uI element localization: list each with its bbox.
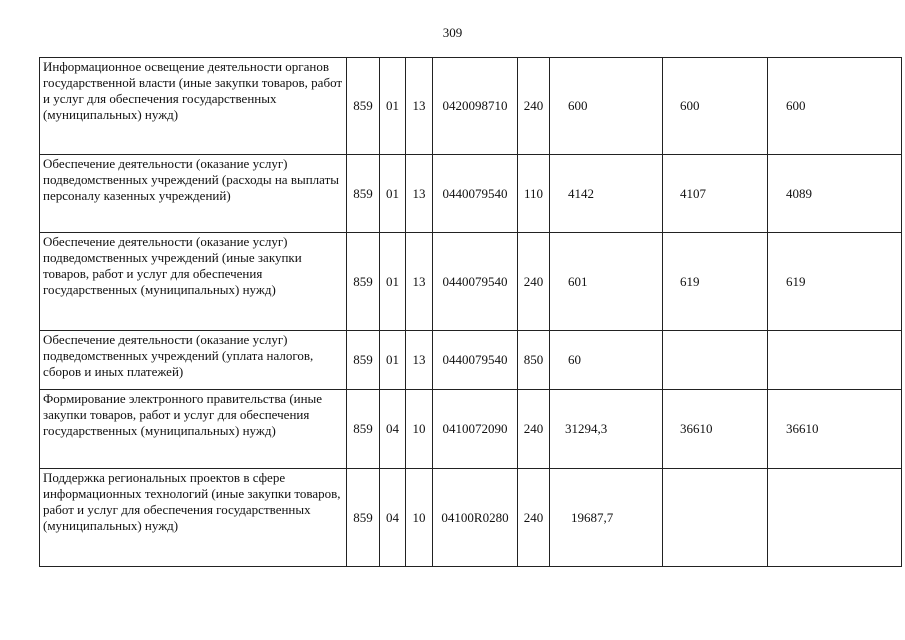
amount-year-2: 619 [663,233,768,331]
subsection-code: 13 [406,58,433,155]
ministry-code: 859 [347,469,380,567]
row-description: Обеспечение деятельности (оказание услуг) подведомственных учреждений (уплата налогов, сборов и иных платежей) [40,331,347,390]
amount-year-2: 4107 [663,155,768,233]
expense-type-code: 240 [518,58,550,155]
ministry-code: 859 [347,390,380,469]
amount-year-1: 601 [550,233,663,331]
amount-year-2 [663,469,768,567]
subsection-code: 13 [406,233,433,331]
amount-year-3: 619 [768,233,902,331]
expense-type-code: 110 [518,155,550,233]
ministry-code: 859 [347,233,380,331]
section-code: 01 [380,233,406,331]
amount-year-3: 36610 [768,390,902,469]
row-description: Информационное освещение деятельности органов государственной власти (иные закупки товаров, работ и услуг для обеспечения государственных (муниципальных) нужд) [40,58,347,155]
amount-year-3 [768,331,902,390]
section-code: 01 [380,331,406,390]
subsection-code: 13 [406,331,433,390]
target-article-code: 0440079540 [433,155,518,233]
target-article-code: 04100R0280 [433,469,518,567]
section-code: 04 [380,390,406,469]
table-row [40,469,902,567]
target-article-code: 0440079540 [433,331,518,390]
table-row [40,155,902,233]
row-description: Формирование электронного правительства (иные закупки товаров, работ и услуг для обеспечения государственных (муниципальных) нужд) [40,390,347,469]
row-description: Обеспечение деятельности (оказание услуг) подведомственных учреждений (иные закупки товаров, работ и услуг для обеспечения государственных (муниципальных) нужд) [40,233,347,331]
section-code: 04 [380,469,406,567]
amount-year-1: 60 [550,331,663,390]
section-code: 01 [380,155,406,233]
row-description: Поддержка региональных проектов в сфере информационных технологий (иные закупки товаров, работ и услуг для обеспечения государственных (муниципальных) нужд) [40,469,347,567]
table-row [40,331,902,390]
amount-year-2: 600 [663,58,768,155]
expense-type-code: 850 [518,331,550,390]
amount-year-3: 600 [768,58,902,155]
amount-year-3: 4089 [768,155,902,233]
table-row [40,58,902,155]
section-code: 01 [380,58,406,155]
ministry-code: 859 [347,58,380,155]
amount-year-2 [663,331,768,390]
amount-year-1: 19687,7 [550,469,663,567]
ministry-code: 859 [347,331,380,390]
row-description: Обеспечение деятельности (оказание услуг) подведомственных учреждений (расходы на выплаты персоналу казенных учреждений) [40,155,347,233]
target-article-code: 0440079540 [433,233,518,331]
amount-year-2: 36610 [663,390,768,469]
ministry-code: 859 [347,155,380,233]
budget-table [39,57,902,567]
target-article-code: 0420098710 [433,58,518,155]
subsection-code: 10 [406,469,433,567]
amount-year-1: 4142 [550,155,663,233]
amount-year-1: 31294,3 [550,390,663,469]
table-row [40,390,902,469]
table-row [40,233,902,331]
amount-year-3 [768,469,902,567]
page-number: 309 [442,25,463,40]
expense-type-code: 240 [518,469,550,567]
target-article-code: 0410072090 [433,390,518,469]
subsection-code: 10 [406,390,433,469]
subsection-code: 13 [406,155,433,233]
expense-type-code: 240 [518,233,550,331]
expense-type-code: 240 [518,390,550,469]
amount-year-1: 600 [550,58,663,155]
